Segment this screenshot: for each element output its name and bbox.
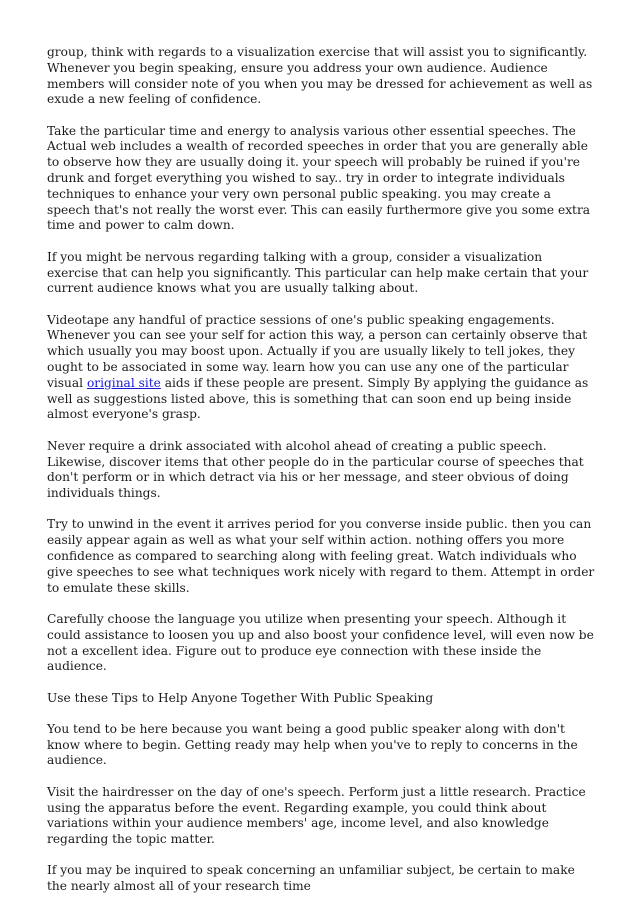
- paragraph-7: Carefully choose the language you utilize when presenting your speech. Although it could assistance to loosen you up and also boost your confidence level, will even now be not a excellent idea. Figure out to produce eye connection with these inside the audience.: [47, 611, 594, 674]
- document-body: [47, 45, 595, 911]
- paragraph-11: If you may be inquired to speak concerning an unfamiliar subject, be certain to make the nearly almost all of your research time: [47, 863, 575, 894]
- paragraph-1: group, think with regards to a visualization exercise that will assist you to significantly. Whenever you begin speaking, ensure you address your own audience. Audience members will consider note of you when you may be dressed for achievement as well as exude a new feeling of confidence.: [47, 45, 593, 107]
- paragraph-2: Take the particular time and energy to analysis various other essential speeches. The Actual web includes a wealth of recorded speeches in order that you are generally able to observe how they are usually doing it. your speech will probably be ruined if you're drunk and forget everything you wished to say.. try in order to integrate individuals techniques to enhance your very own personal public speaking. you may create a speech that's not really the worst ever. This can easily furthermore give you some extra time and power to calm down.: [47, 123, 591, 233]
- section-heading: Use these Tips to Help Anyone Together With Public Speaking: [47, 690, 434, 705]
- paragraph-10: Visit the hairdresser on the day of one's speech. Perform just a little research. Practice using the apparatus before the event. Regarding example, you could think about variations within your audience members' age, income level, and also knowledge regarding the topic matter.: [47, 784, 586, 847]
- original-site-link[interactable]: original site: [86, 375, 161, 390]
- paragraph-5: Never require a drink associated with alcohol ahead of creating a public speech. Likewise, discover items that other people do in the particular course of speeches that don't perform or in which detract via his or her message, and steer obvious of doing individuals things.: [47, 438, 584, 501]
- paragraph-3: If you might be nervous regarding talking with a group, consider a visualization exercise that can help you significantly. This particular can help make certain that your current audience knows what you are usually talking about.: [47, 249, 589, 296]
- paragraph-4-after-link: aids if these people are present. Simply By applying the guidance as well as suggestions listed above, this is something that can soon end up being inside almost everyone's grasp.: [47, 375, 589, 422]
- paragraph-4: [47, 313, 595, 424]
- paragraph-4-before-link: Videotape any handful of practice sessions of one's public speaking engagements. Whenever you can see your self for action this way, a person can certainly observe that which usually you may boost upon. Actually if you are usually likely to tell jokes, they ought to be associated in some way. learn how you can use any one of the particular visual: [47, 312, 588, 390]
- paragraph-9: You tend to be here because you want being a good public speaker along with don't know where to begin. Getting ready may help when you've to reply to concerns in the audience.: [47, 721, 578, 768]
- paragraph-6: Try to unwind in the event it arrives period for you converse inside public. then you can easily appear again as well as what your self within action. nothing offers you more confidence as compared to searching along with feeling great. Watch individuals who give speeches to see what techniques work nicely with regard to them. Attempt in order to emulate these skills.: [47, 517, 595, 595]
